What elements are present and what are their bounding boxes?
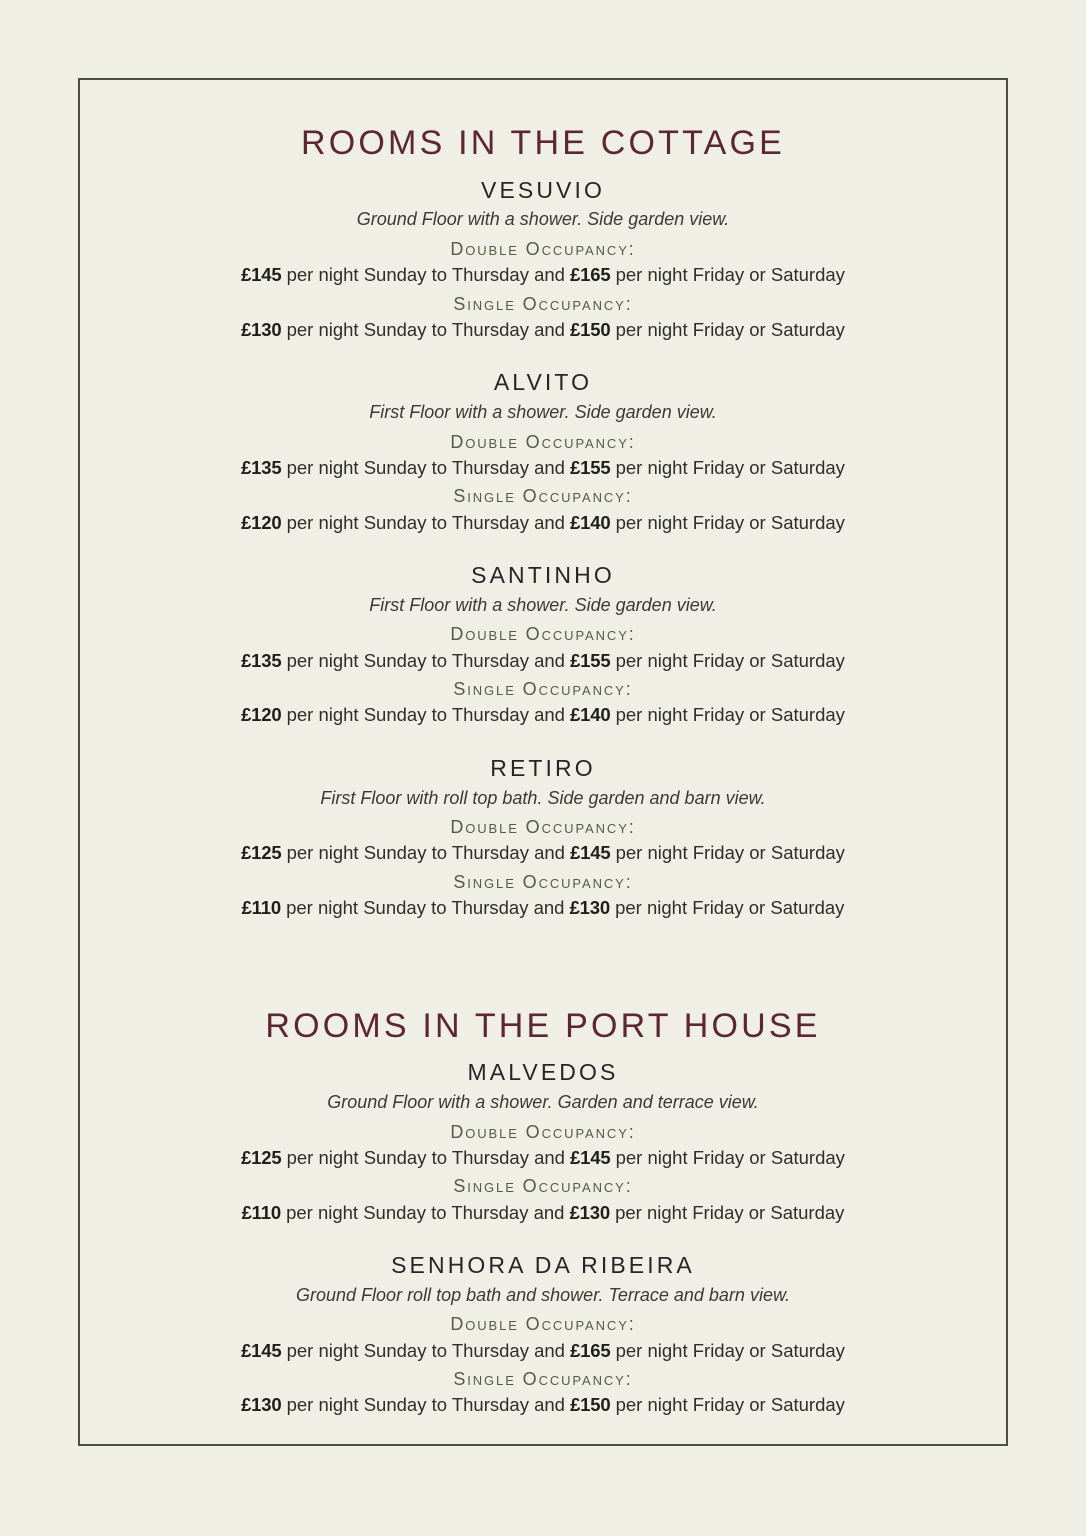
rate-line — [118, 1200, 968, 1226]
room-description: First Floor with a shower. Side garden view. — [369, 594, 717, 615]
weekend-price: £165 — [570, 1339, 611, 1361]
weekend-price: £130 — [569, 1201, 610, 1223]
rate-line — [118, 317, 968, 343]
room-description: Ground Floor with a shower. Side garden view. — [356, 209, 730, 230]
rate-line — [118, 702, 968, 728]
weekend-price: £155 — [570, 649, 611, 671]
weekday-rate-text: per night Sunday to Thursday and — [280, 1201, 570, 1223]
occupancy-label: Double Occupancy: — [450, 1314, 636, 1335]
rate-line — [118, 455, 968, 481]
weekday-price: £145 — [241, 264, 282, 286]
weekday-price: £125 — [241, 1146, 282, 1168]
rate-line — [118, 648, 968, 674]
weekend-rate-text: per night Friday or Saturday — [610, 1339, 845, 1361]
room-section — [118, 126, 968, 921]
weekday-rate-text: per night Sunday to Thursday and — [281, 1146, 571, 1168]
weekday-rate-text: per night Sunday to Thursday and — [281, 704, 571, 726]
occupancy-label: Double Occupancy: — [450, 431, 636, 452]
weekend-rate-text: per night Friday or Saturday — [610, 318, 845, 340]
room-description: Ground Floor with a shower. Garden and terrace view. — [327, 1092, 759, 1113]
room-description: Ground Floor roll top bath and shower. Terrace and barn view. — [296, 1284, 790, 1305]
occupancy-label: Single Occupancy: — [453, 871, 633, 892]
room-name: RETIRO — [490, 754, 596, 781]
weekday-rate-text: per night Sunday to Thursday and — [281, 511, 571, 533]
room-name: SENHORA DA RIBEIRA — [391, 1252, 695, 1279]
weekday-rate-text: per night Sunday to Thursday and — [280, 897, 570, 919]
weekday-price: £120 — [241, 511, 282, 533]
room-entry — [118, 176, 968, 343]
weekend-price: £140 — [570, 511, 611, 533]
weekday-price: £125 — [241, 842, 282, 864]
weekday-rate-text: per night Sunday to Thursday and — [281, 264, 571, 286]
rate-line — [118, 510, 968, 536]
sections-container — [118, 126, 968, 1418]
occupancy-label: Single Occupancy: — [453, 486, 633, 507]
room-name: VESUVIO — [481, 176, 605, 203]
section-heading: ROOMS IN THE PORT HOUSE — [265, 1006, 821, 1045]
weekend-rate-text: per night Friday or Saturday — [609, 1201, 845, 1223]
weekday-price: £110 — [241, 1201, 281, 1223]
weekday-rate-text: per night Sunday to Thursday and — [281, 1394, 571, 1416]
room-name: SANTINHO — [471, 562, 615, 589]
occupancy-label: Double Occupancy: — [450, 624, 636, 645]
weekend-rate-text: per night Friday or Saturday — [610, 511, 845, 533]
occupancy-label: Single Occupancy: — [453, 679, 633, 700]
occupancy-label: Double Occupancy: — [450, 817, 636, 838]
weekend-rate-text: per night Friday or Saturday — [610, 264, 845, 286]
rate-line — [118, 262, 968, 288]
weekend-rate-text: per night Friday or Saturday — [609, 897, 845, 919]
weekend-rate-text: per night Friday or Saturday — [610, 1394, 845, 1416]
weekend-price: £150 — [570, 318, 611, 340]
occupancy-label: Double Occupancy: — [450, 1121, 636, 1142]
weekend-price: £145 — [570, 842, 611, 864]
rate-line — [118, 895, 968, 921]
occupancy-label: Single Occupancy: — [453, 293, 633, 314]
weekend-price: £130 — [569, 897, 610, 919]
room-description: First Floor with roll top bath. Side garden and barn view. — [320, 787, 766, 808]
room-name: ALVITO — [493, 369, 593, 396]
rate-line — [118, 1392, 968, 1418]
weekend-price: £145 — [570, 1146, 611, 1168]
room-section — [118, 1006, 968, 1418]
room-entry — [118, 1251, 968, 1418]
weekend-rate-text: per night Friday or Saturday — [610, 1146, 845, 1168]
weekend-rate-text: per night Friday or Saturday — [610, 649, 845, 671]
room-entry — [118, 561, 968, 728]
room-description: First Floor with a shower. Side garden view. — [369, 402, 717, 423]
weekend-price: £155 — [570, 456, 611, 478]
section-heading: ROOMS IN THE COTTAGE — [301, 124, 785, 162]
weekday-rate-text: per night Sunday to Thursday and — [281, 318, 571, 340]
occupancy-label: Single Occupancy: — [453, 1176, 633, 1197]
rate-line — [118, 1145, 968, 1171]
weekday-price: £135 — [241, 649, 282, 671]
weekend-price: £165 — [570, 264, 611, 286]
room-entry — [118, 1058, 968, 1225]
occupancy-label: Double Occupancy: — [450, 238, 636, 259]
weekend-rate-text: per night Friday or Saturday — [610, 456, 845, 478]
rate-line — [118, 840, 968, 866]
weekday-price: £110 — [241, 897, 281, 919]
room-entry — [118, 754, 968, 921]
weekend-price: £140 — [570, 704, 611, 726]
weekday-rate-text: per night Sunday to Thursday and — [281, 1339, 571, 1361]
weekday-price: £120 — [241, 704, 282, 726]
weekday-price: £145 — [241, 1339, 282, 1361]
room-entry — [118, 368, 968, 535]
rate-card-content — [78, 78, 1008, 1446]
weekend-rate-text: per night Friday or Saturday — [610, 842, 845, 864]
rate-line — [118, 1338, 968, 1364]
occupancy-label: Single Occupancy: — [453, 1369, 633, 1390]
weekday-rate-text: per night Sunday to Thursday and — [281, 649, 571, 671]
weekday-price: £130 — [241, 1394, 282, 1416]
weekday-price: £135 — [241, 456, 282, 478]
weekend-rate-text: per night Friday or Saturday — [610, 704, 845, 726]
weekend-price: £150 — [570, 1394, 611, 1416]
weekday-rate-text: per night Sunday to Thursday and — [281, 456, 571, 478]
weekday-price: £130 — [241, 318, 282, 340]
room-name: MALVEDOS — [467, 1059, 619, 1086]
weekday-rate-text: per night Sunday to Thursday and — [281, 842, 571, 864]
